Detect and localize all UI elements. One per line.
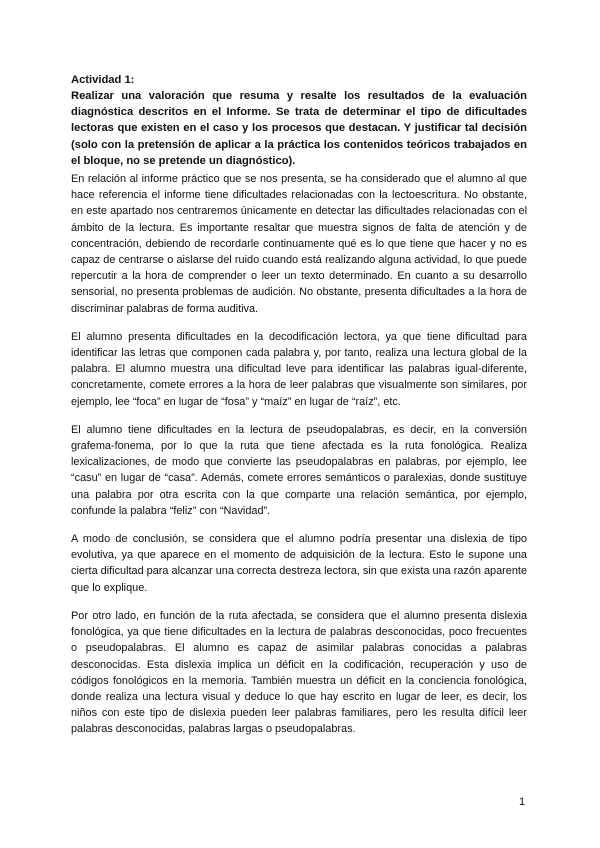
paragraph-1: En relación al informe práctico que se nos presenta, se ha considerado que el alumno al que hace referencia el informe tiene dificultades relacionadas con la lectoescritura. No obstante, en este apartado nos centraremos únicamente en detectar las dificultades relacionadas con el ámbito de la lectura. Es importante resaltar que muestra signos de falta de atención y de concentración, debiendo de recordarle continuamente qué es lo que tiene que hacer y no es capaz de centrarse o aislarse del ruido cuando está realizando alguna actividad, lo que puede repercutir a la hora de comprender o leer un texto determinado. En cuanto a su desarrollo sensorial, no presenta problemas de audición. No obstante, presenta dificultades a la hora de discriminar palabras de forma auditiva. (71, 173, 527, 315)
activity-task: Realizar una valoración que resuma y resalte los resultados de la evaluación diagnóstica descritos en el Informe. Se trata de determinar el tipo de dificultades lectoras que existen en el caso y los procesos que destacan. Y justificar tal decisión (solo con la pretensión de aplicar a la práctica los contenidos teóricos trabajados en el bloque, no se pretende un diagnóstico). (71, 90, 527, 167)
paragraph-2: El alumno presenta dificultades en la decodificación lectora, ya que tiene dificultad para identificar las letras que componen cada palabra y, por tanto, realiza una lectura global de la palabra. El alumno muestra una dificultad leve para identificar las palabras igual-diferente, concretamente, comete errores a la hora de leer palabras que visualmente son similares, por ejemplo, lee “foca” en lugar de “fosa” y “maíz” en lugar de “raíz”, etc. (71, 330, 527, 408)
paragraph-5: Por otro lado, en función de la ruta afectada, se considera que el alumno presenta dislexia fonológica, ya que tiene dificultades en la lectura de palabras desconocidas, poco frecuentes o pseudopalabras. El alumno es capaz de asimilar palabras conocidas a palabras desconocidas. Esta dislexia implica un déficit en la codificación, recuperación y uso de códigos fonológicos en la memoria. También muestra un déficit en la conciencia fonológica, donde realiza una lectura visual y deduce lo que hay escrito en lugar de leer, es decir, los niños con este tipo de dislexia pueden leer palabras familiares, pero les resulta difícil leer palabras desconocidas, palabras largas o pseudopalabras. (71, 609, 527, 736)
activity-heading: Actividad 1: (71, 74, 135, 86)
paragraph-3: El alumno tiene dificultades en la lectura de pseudopalabras, es decir, en la conversión grafema-fonema, por lo que la ruta que tiene afectada es la ruta fonológica. Realiza lexicalizaciones, de modo que convierte las pseudopalabras en palabras, por ejemplo, lee “casu” en lugar de “casa”. Además, comete errores semánticos o paralexias, donde sustituye una palabra por otra escrita con la que comparte una relación semántica, por ejemplo, confunde la palabra “feliz” con “Navidad”. (71, 423, 527, 517)
document-body (71, 72, 527, 750)
page-number: 1 (519, 796, 526, 808)
paragraph-4: A modo de conclusión, se considera que el alumno podría presentar una dislexia de tipo evolutiva, ya que aparece en el momento de adquisición de la lectura. Esto le supone una cierta dificultad para alcanzar una correcta destreza lectora, sin que exista una razón aparente que lo explique. (71, 533, 527, 594)
